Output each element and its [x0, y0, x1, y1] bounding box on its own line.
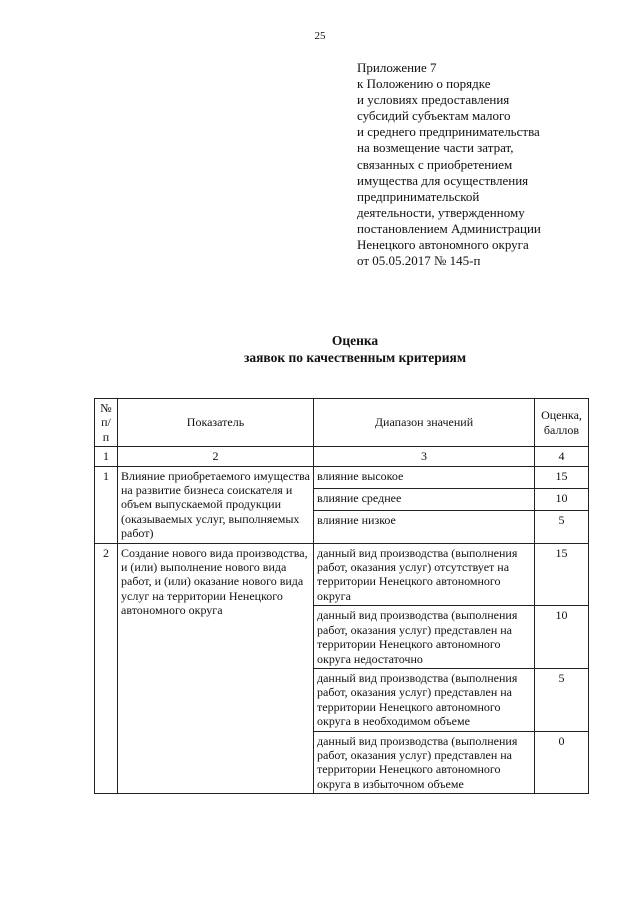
appendix-line: субсидий субъектам малого: [357, 108, 511, 124]
range-cell: влияние высокое: [314, 466, 535, 488]
appendix-line: предпринимательской: [357, 188, 480, 204]
appendix-line: на возмещение части затрат,: [357, 140, 514, 156]
score-cell: 15: [535, 543, 589, 606]
header-indicator: Показатель: [118, 399, 314, 447]
score-cell: 10: [535, 606, 589, 669]
header-score: Оценка, баллов: [535, 399, 589, 447]
appendix-line: деятельности, утвержденному: [357, 204, 525, 220]
criteria-table: [94, 398, 589, 794]
table-header-row: [95, 399, 589, 447]
column-number: 4: [535, 447, 589, 466]
document-heading: [0, 332, 640, 366]
page-number: 25: [314, 30, 326, 42]
appendix-line: и среднего предпринимательства: [357, 124, 540, 140]
appendix-line: имущества для осуществления: [357, 172, 529, 188]
appendix-reference: [357, 60, 617, 269]
indicator-cell: Влияние приобретаемого имущества на развитие бизнеса соискателя и объем выпускаемой продукции (оказываемых услуг, выполняемых работ): [118, 466, 314, 543]
score-cell: 5: [535, 510, 589, 543]
table-row: [95, 543, 589, 606]
row-number: 1: [95, 466, 118, 543]
range-cell: данный вид производства (выполнения работ, оказания услуг) представлен на территории Ненецкого автономного округа в избыточном объеме: [314, 731, 535, 794]
row-number: 2: [95, 543, 118, 794]
column-number: 1: [95, 447, 118, 466]
header-range: Диапазон значений: [314, 399, 535, 447]
appendix-line: постановлением Администрации: [357, 220, 541, 236]
range-cell: данный вид производства (выполнения работ, оказания услуг) представлен на территории Ненецкого автономного округа недостаточно: [314, 606, 535, 669]
range-cell: данный вид производства (выполнения работ, оказания услуг) отсутствует на территории Ненецкого автономного округа: [314, 543, 535, 606]
header-number: № п/п: [95, 399, 118, 447]
column-number-row: [95, 447, 589, 466]
range-cell: влияние среднее: [314, 488, 535, 510]
column-number: 2: [118, 447, 314, 466]
score-cell: 10: [535, 488, 589, 510]
appendix-line: связанных с приобретением: [357, 156, 513, 172]
heading-title: Оценка: [331, 333, 379, 348]
score-cell: 15: [535, 466, 589, 488]
indicator-cell: Создание нового вида производства, и (или) выполнение нового вида работ, и (или) оказание нового вида услуг на территории Ненецкого автономного округа: [118, 543, 314, 794]
column-number: 3: [314, 447, 535, 466]
appendix-line: Приложение 7: [357, 60, 437, 75]
appendix-line: от 05.05.2017 № 145-п: [357, 253, 481, 269]
appendix-line: Ненецкого автономного округа: [357, 237, 529, 253]
appendix-line: к Положению о порядке: [357, 76, 491, 92]
table-row: [95, 466, 589, 488]
range-cell: влияние низкое: [314, 510, 535, 543]
score-cell: 0: [535, 731, 589, 794]
appendix-line: и условиях предоставления: [357, 92, 510, 108]
heading-subtitle: заявок по качественным критериям: [243, 350, 467, 365]
range-cell: данный вид производства (выполнения работ, оказания услуг) представлен на территории Ненецкого автономного округа в необходимом объеме: [314, 668, 535, 731]
score-cell: 5: [535, 668, 589, 731]
